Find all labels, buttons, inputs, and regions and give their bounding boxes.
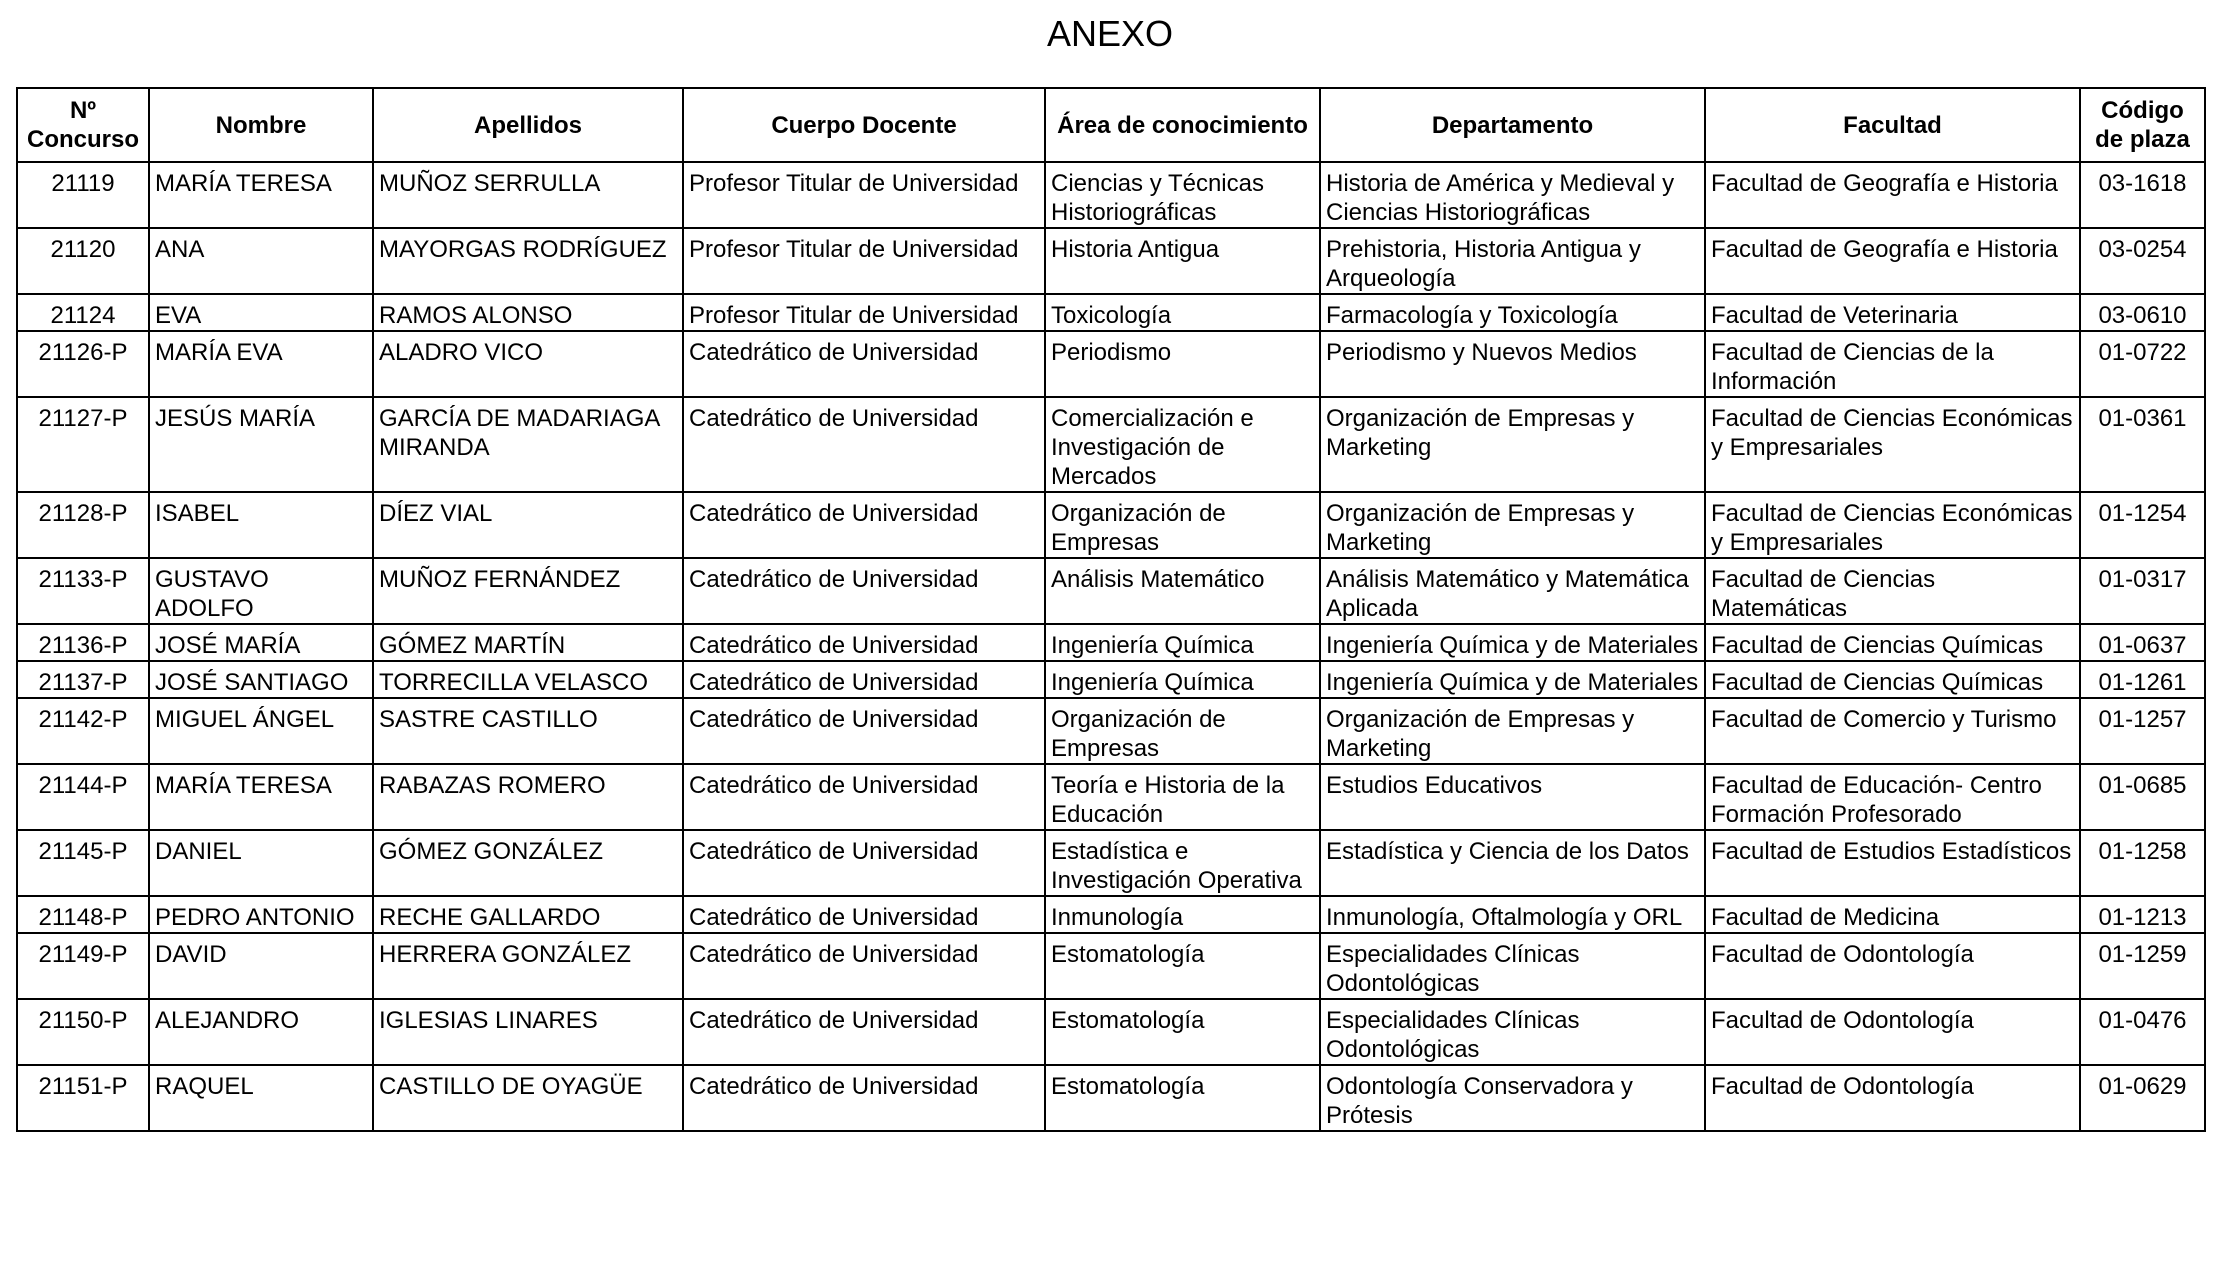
cell-nombre: MIGUEL ÁNGEL (149, 698, 373, 764)
cell-nombre: ISABEL (149, 492, 373, 558)
table-row (17, 558, 2205, 624)
cell-concurso: 21142-P (17, 698, 149, 764)
cell-apellidos: MAYORGAS RODRÍGUEZ (373, 228, 683, 294)
cell-departamento: Estadística y Ciencia de los Datos (1320, 830, 1705, 896)
cell-codigo-plaza: 01-1261 (2080, 661, 2205, 698)
cell-cuerpo-docente: Catedrático de Universidad (683, 830, 1045, 896)
cell-codigo-plaza: 01-1257 (2080, 698, 2205, 764)
cell-apellidos: HERRERA GONZÁLEZ (373, 933, 683, 999)
cell-apellidos: DÍEZ VIAL (373, 492, 683, 558)
cell-departamento: Organización de Empresas y Marketing (1320, 397, 1705, 492)
table-row (17, 228, 2205, 294)
table-row (17, 999, 2205, 1065)
cell-facultad: Facultad de Veterinaria (1705, 294, 2080, 331)
cell-facultad: Facultad de Ciencias Químicas (1705, 624, 2080, 661)
table-row (17, 294, 2205, 331)
cell-facultad: Facultad de Educación- Centro Formación Profesorado (1705, 764, 2080, 830)
document-title: ANEXO (1046, 13, 1174, 54)
cell-area-conocimiento: Estomatología (1045, 933, 1320, 999)
cell-concurso: 21128-P (17, 492, 149, 558)
cell-nombre: JOSÉ SANTIAGO (149, 661, 373, 698)
cell-nombre: MARÍA TERESA (149, 162, 373, 228)
cell-facultad: Facultad de Ciencias Económicas y Empresariales (1705, 397, 2080, 492)
table-row (17, 830, 2205, 896)
cell-nombre: RAQUEL (149, 1065, 373, 1131)
cell-nombre: ALEJANDRO (149, 999, 373, 1065)
cell-apellidos: IGLESIAS LINARES (373, 999, 683, 1065)
cell-cuerpo-docente: Catedrático de Universidad (683, 764, 1045, 830)
header-nombre: Nombre (149, 88, 373, 162)
cell-concurso: 21150-P (17, 999, 149, 1065)
cell-area-conocimiento: Historia Antigua (1045, 228, 1320, 294)
cell-apellidos: GÓMEZ MARTÍN (373, 624, 683, 661)
header-apellidos: Apellidos (373, 88, 683, 162)
table-row (17, 624, 2205, 661)
cell-facultad: Facultad de Ciencias Económicas y Empresariales (1705, 492, 2080, 558)
cell-codigo-plaza: 01-1254 (2080, 492, 2205, 558)
cell-cuerpo-docente: Catedrático de Universidad (683, 1065, 1045, 1131)
table-row (17, 397, 2205, 492)
cell-cuerpo-docente: Catedrático de Universidad (683, 896, 1045, 933)
cell-apellidos: MUÑOZ FERNÁNDEZ (373, 558, 683, 624)
cell-departamento: Periodismo y Nuevos Medios (1320, 331, 1705, 397)
cell-concurso: 21136-P (17, 624, 149, 661)
cell-departamento: Inmunología, Oftalmología y ORL (1320, 896, 1705, 933)
table-row (17, 698, 2205, 764)
cell-concurso: 21124 (17, 294, 149, 331)
cell-concurso: 21127-P (17, 397, 149, 492)
cell-cuerpo-docente: Catedrático de Universidad (683, 933, 1045, 999)
cell-concurso: 21149-P (17, 933, 149, 999)
cell-nombre: DAVID (149, 933, 373, 999)
cell-concurso: 21126-P (17, 331, 149, 397)
cell-cuerpo-docente: Catedrático de Universidad (683, 397, 1045, 492)
cell-apellidos: RABAZAS ROMERO (373, 764, 683, 830)
cell-cuerpo-docente: Catedrático de Universidad (683, 698, 1045, 764)
cell-nombre: EVA (149, 294, 373, 331)
cell-facultad: Facultad de Odontología (1705, 933, 2080, 999)
cell-nombre: PEDRO ANTONIO (149, 896, 373, 933)
cell-concurso: 21144-P (17, 764, 149, 830)
header-departamento: Departamento (1320, 88, 1705, 162)
table-row (17, 162, 2205, 228)
cell-departamento: Estudios Educativos (1320, 764, 1705, 830)
cell-apellidos: RAMOS ALONSO (373, 294, 683, 331)
cell-departamento: Historia de América y Medieval y Ciencias Historiográficas (1320, 162, 1705, 228)
cell-area-conocimiento: Ciencias y Técnicas Historiográficas (1045, 162, 1320, 228)
cell-codigo-plaza: 03-1618 (2080, 162, 2205, 228)
cell-facultad: Facultad de Geografía e Historia (1705, 162, 2080, 228)
cell-cuerpo-docente: Catedrático de Universidad (683, 624, 1045, 661)
cell-cuerpo-docente: Profesor Titular de Universidad (683, 294, 1045, 331)
cell-nombre: ANA (149, 228, 373, 294)
cell-departamento: Farmacología y Toxicología (1320, 294, 1705, 331)
cell-cuerpo-docente: Catedrático de Universidad (683, 558, 1045, 624)
table-row (17, 331, 2205, 397)
cell-apellidos: CASTILLO DE OYAGÜE (373, 1065, 683, 1131)
cell-facultad: Facultad de Ciencias de la Información (1705, 331, 2080, 397)
table-row (17, 933, 2205, 999)
cell-apellidos: RECHE GALLARDO (373, 896, 683, 933)
cell-codigo-plaza: 01-0476 (2080, 999, 2205, 1065)
cell-area-conocimiento: Análisis Matemático (1045, 558, 1320, 624)
cell-area-conocimiento: Periodismo (1045, 331, 1320, 397)
cell-codigo-plaza: 01-0317 (2080, 558, 2205, 624)
cell-codigo-plaza: 01-0637 (2080, 624, 2205, 661)
table-header-row (17, 88, 2205, 162)
cell-area-conocimiento: Estomatología (1045, 1065, 1320, 1131)
cell-nombre: MARÍA EVA (149, 331, 373, 397)
cell-concurso: 21119 (17, 162, 149, 228)
table-row (17, 661, 2205, 698)
cell-departamento: Organización de Empresas y Marketing (1320, 492, 1705, 558)
cell-codigo-plaza: 01-1259 (2080, 933, 2205, 999)
cell-cuerpo-docente: Catedrático de Universidad (683, 661, 1045, 698)
cell-codigo-plaza: 03-0254 (2080, 228, 2205, 294)
cell-concurso: 21133-P (17, 558, 149, 624)
cell-area-conocimiento: Organización de Empresas (1045, 492, 1320, 558)
cell-concurso: 21148-P (17, 896, 149, 933)
cell-cuerpo-docente: Profesor Titular de Universidad (683, 162, 1045, 228)
cell-area-conocimiento: Ingeniería Química (1045, 661, 1320, 698)
cell-area-conocimiento: Inmunología (1045, 896, 1320, 933)
cell-concurso: 21151-P (17, 1065, 149, 1131)
cell-cuerpo-docente: Catedrático de Universidad (683, 492, 1045, 558)
cell-apellidos: MUÑOZ SERRULLA (373, 162, 683, 228)
cell-concurso: 21120 (17, 228, 149, 294)
cell-apellidos: SASTRE CASTILLO (373, 698, 683, 764)
cell-facultad: Facultad de Comercio y Turismo (1705, 698, 2080, 764)
cell-apellidos: TORRECILLA VELASCO (373, 661, 683, 698)
cell-area-conocimiento: Toxicología (1045, 294, 1320, 331)
cell-departamento: Odontología Conservadora y Prótesis (1320, 1065, 1705, 1131)
header-facultad: Facultad (1705, 88, 2080, 162)
table-row (17, 896, 2205, 933)
cell-apellidos: GÓMEZ GONZÁLEZ (373, 830, 683, 896)
cell-nombre: JESÚS MARÍA (149, 397, 373, 492)
cell-departamento: Ingeniería Química y de Materiales (1320, 661, 1705, 698)
cell-nombre: GUSTAVO ADOLFO (149, 558, 373, 624)
cell-area-conocimiento: Ingeniería Química (1045, 624, 1320, 661)
header-area-conocimiento: Área de conocimiento (1045, 88, 1320, 162)
cell-departamento: Análisis Matemático y Matemática Aplicada (1320, 558, 1705, 624)
cell-concurso: 21137-P (17, 661, 149, 698)
anexo-table (16, 87, 2206, 1132)
cell-apellidos: GARCÍA DE MADARIAGA MIRANDA (373, 397, 683, 492)
cell-area-conocimiento: Estomatología (1045, 999, 1320, 1065)
cell-departamento: Prehistoria, Historia Antigua y Arqueología (1320, 228, 1705, 294)
cell-area-conocimiento: Organización de Empresas (1045, 698, 1320, 764)
cell-facultad: Facultad de Ciencias Matemáticas (1705, 558, 2080, 624)
cell-facultad: Facultad de Estudios Estadísticos (1705, 830, 2080, 896)
cell-facultad: Facultad de Geografía e Historia (1705, 228, 2080, 294)
cell-nombre: MARÍA TERESA (149, 764, 373, 830)
cell-facultad: Facultad de Odontología (1705, 999, 2080, 1065)
cell-area-conocimiento: Estadística e Investigación Operativa (1045, 830, 1320, 896)
table-row (17, 1065, 2205, 1131)
cell-cuerpo-docente: Catedrático de Universidad (683, 331, 1045, 397)
cell-facultad: Facultad de Ciencias Químicas (1705, 661, 2080, 698)
cell-concurso: 21145-P (17, 830, 149, 896)
cell-codigo-plaza: 01-1258 (2080, 830, 2205, 896)
cell-area-conocimiento: Comercialización e Investigación de Mercados (1045, 397, 1320, 492)
table-row (17, 492, 2205, 558)
cell-cuerpo-docente: Catedrático de Universidad (683, 999, 1045, 1065)
header-cuerpo-docente: Cuerpo Docente (683, 88, 1045, 162)
cell-facultad: Facultad de Medicina (1705, 896, 2080, 933)
table-row (17, 764, 2205, 830)
cell-codigo-plaza: 03-0610 (2080, 294, 2205, 331)
cell-codigo-plaza: 01-0722 (2080, 331, 2205, 397)
cell-codigo-plaza: 01-0629 (2080, 1065, 2205, 1131)
header-codigo-plaza: Código de plaza (2080, 88, 2205, 162)
cell-departamento: Organización de Empresas y Marketing (1320, 698, 1705, 764)
header-concurso: Nº Concurso (17, 88, 149, 162)
cell-nombre: JOSÉ MARÍA (149, 624, 373, 661)
cell-departamento: Ingeniería Química y de Materiales (1320, 624, 1705, 661)
cell-area-conocimiento: Teoría e Historia de la Educación (1045, 764, 1320, 830)
cell-codigo-plaza: 01-1213 (2080, 896, 2205, 933)
cell-codigo-plaza: 01-0361 (2080, 397, 2205, 492)
cell-facultad: Facultad de Odontología (1705, 1065, 2080, 1131)
cell-departamento: Especialidades Clínicas Odontológicas (1320, 933, 1705, 999)
cell-cuerpo-docente: Profesor Titular de Universidad (683, 228, 1045, 294)
cell-nombre: DANIEL (149, 830, 373, 896)
cell-codigo-plaza: 01-0685 (2080, 764, 2205, 830)
cell-apellidos: ALADRO VICO (373, 331, 683, 397)
cell-departamento: Especialidades Clínicas Odontológicas (1320, 999, 1705, 1065)
